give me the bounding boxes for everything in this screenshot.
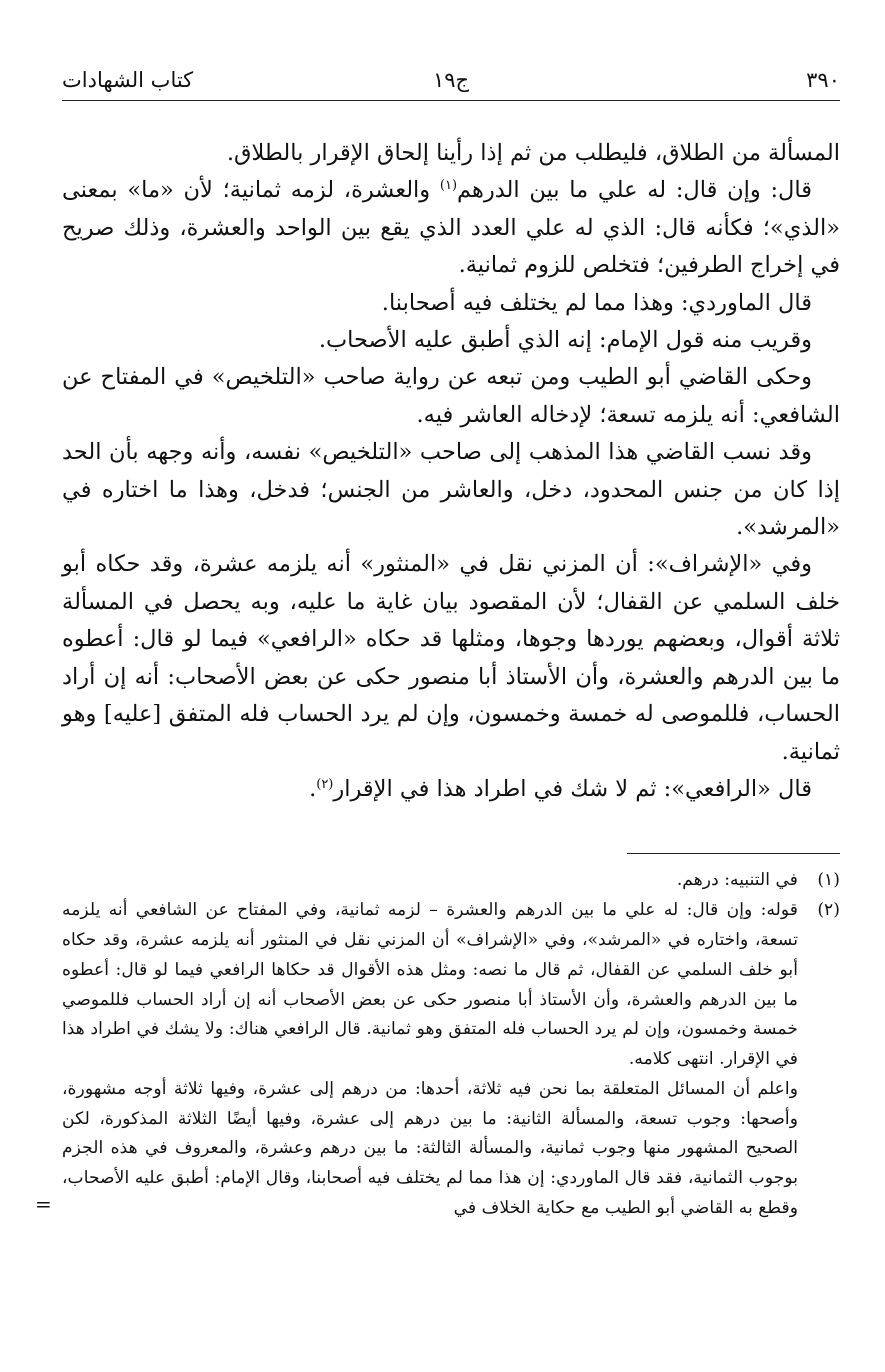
footnote-separator — [627, 853, 840, 854]
paragraph: وفي «الإشراف»: أن المزني نقل في «المنثور» أنه يلزمه عشرة، وقد حكاه أبو خلف السلمي عن القفال؛ لأن المقصود بيان غاية ما عليه، وبه يحصل في المسألة ثلاثة أقوال، وبعضهم يوردها وجوها، ومثلها قد حكاه «الرافعي» فيما لو قال: أعطوه ما بين الدرهم والعشرة، وأن الأستاذ أبا منصور حكى عن بعض الأصحاب: أنه إن أراد الحساب، فللموصى له خمسة وخمسون، وإن لم يرد الحساب فله المتفق [عليه] وهو ثمانية. — [62, 551, 840, 765]
footnote — [35, 896, 840, 1224]
footnote-text: قوله: وإن قال: له علي ما بين الدرهم والعشرة – لزمه ثمانية، وفي المفتاح عن الشافعي أنه يلزمه تسعة، واختاره في «المرشد»، وفي «الإشراف» أن المزني نقل في المنثور أنه يلزمه عشرة، وقد حكاه أبو خلف السلمي عن القفال، ثم قال ما نصه: ومثل هذه الأقوال قد حكاها الرافعي فيما لو قال: أعطوه ما بين الدرهم والعشرة، وأن الأستاذ أبا منصور حكى عن بعض الأصحاب أنه إن أراد الحساب فللموصي خمسة وخمسون، وإن لم يرد الحساب فله المتفق وهو ثمانية. قال الرافعي هناك: ولا يشك في اطراد هذا في الإقرار. انتهى كلامه. — [62, 900, 798, 1070]
footnote-number: (١) — [817, 870, 840, 891]
footnote-reference: (١) — [439, 178, 458, 194]
paragraph — [62, 172, 840, 284]
paragraph-text: والعشرة، لزمه ثمانية؛ لأن «ما» بمعنى «الذي»؛ فكأنه قال: الذي له علي العدد الذي يقع بين الواحد والعشرة، وذلك صريح في إخراج الطرفين؛ فتخلص للزوم ثمانية. — [62, 177, 840, 279]
book-title: كتاب الشهادات — [62, 68, 194, 92]
page-number: ٣٩٠ — [806, 68, 840, 92]
paragraph: قال الماوردي: وهذا مما لم يختلف فيه أصحابنا. — [381, 289, 812, 316]
paragraph-text: قال «الرافعي»: ثم لا شك في اطراد هذا في الإقرار — [333, 775, 812, 802]
footnotes — [35, 866, 840, 1224]
footnote — [62, 866, 840, 896]
footnote-number: (٢) — [817, 900, 840, 921]
paragraph-text: . — [309, 775, 317, 802]
paragraph: وقريب منه قول الإمام: إنه الذي أطبق عليه الأصحاب. — [318, 327, 812, 354]
main-text — [62, 135, 840, 808]
paragraph: المسألة من الطلاق، فليطلب من ثم إذا رأينا إلحاق الإقرار بالطلاق. — [226, 140, 840, 166]
volume-number: ج١٩ — [432, 68, 470, 92]
paragraph — [62, 771, 840, 808]
running-header — [62, 60, 840, 101]
footnote-text: في التنبيه: درهم. — [676, 870, 798, 891]
book-page — [35, 60, 840, 1360]
continuation-mark: = — [35, 1192, 52, 1217]
footnote-text: واعلم أن المسائل المتعلقة بما نحن فيه ثلاثة، أحدها: من درهم إلى عشرة، وفيها ثلاثة أوجه مشهورة، وأصحها: وجوب تسعة، والمسألة الثانية: ما بين درهم إلى عشرة، وفيها أيضًا الثلاثة المذكورة، لكن الصحيح المشهور منها وجوب ثمانية، والمسألة الثالثة: ما بين درهم وعشرة، والمعروف في هذه الجزم بوجوب الثمانية، فقد قال الماوردي: إن هذا مما لم يختلف فيه أصحابنا، وقال الإمام: أطبق عليه الأصحاب، وقطع به القاضي أبو الطيب مع حكاية الخلاف في — [62, 1078, 798, 1219]
paragraph: وقد نسب القاضي هذا المذهب إلى صاحب «التلخيص» نفسه، وأنه وجهه بأن الحد إذا كان من جنس المحدود، دخل، والعاشر من الجنس؛ فدخل، وهذا ما اختاره في «المرشد». — [62, 439, 840, 541]
footnote-reference: (٢) — [316, 777, 334, 793]
paragraph-text: قال: وإن قال: له علي ما بين الدرهم — [457, 177, 812, 204]
paragraph: وحكى القاضي أبو الطيب ومن تبعه عن رواية صاحب «التلخيص» في المفتاح عن الشافعي: أنه يلزمه تسعة؛ لإدخاله العاشر فيه. — [62, 364, 840, 428]
